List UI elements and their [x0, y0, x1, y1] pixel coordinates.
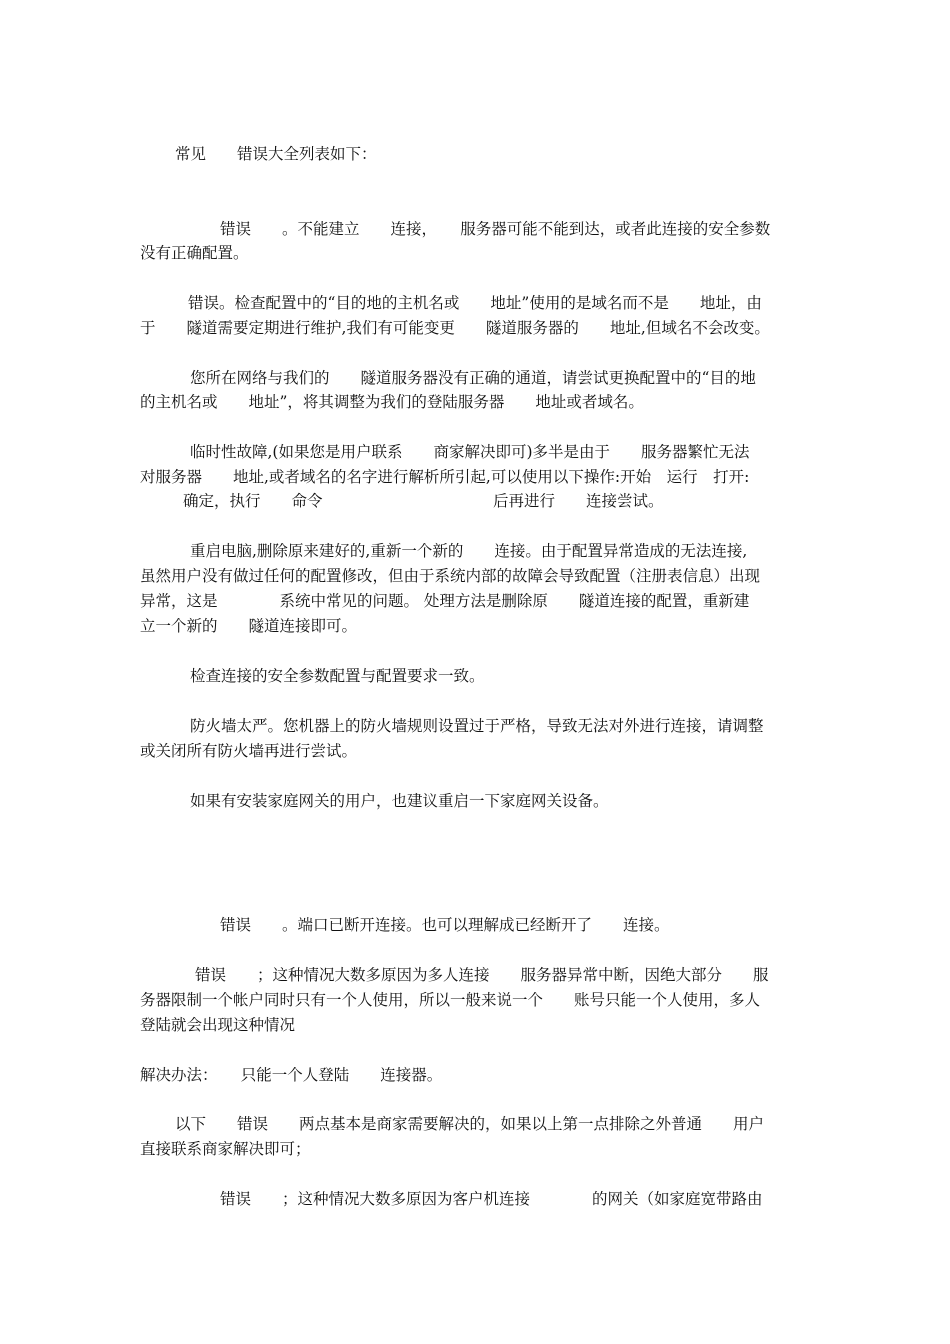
- doc-line: 于 隧道需要定期进行维护,我们有可能变更 隧道服务器的 地址,但域名不会改变。: [140, 319, 770, 337]
- doc-line: 错误 ；这种情况大数多原因为客户机连接 的网关（如家庭宽带路由: [220, 1190, 763, 1208]
- doc-line: 检查连接的安全参数配置与配置要求一致。: [190, 667, 485, 685]
- doc-line: 重启电脑,删除原来建好的,重新一个新的 连接。由于配置异常造成的无法连接,: [190, 542, 748, 560]
- doc-line: 异常，这是 系统中常见的问题。 处理方法是删除原 隧道连接的配置，重新建: [140, 592, 750, 610]
- doc-line: 错误 ；这种情况大数多原因为多人连接 服务器异常中断，因绝大部分 服: [195, 966, 769, 984]
- doc-line: 对服务器 地址,或者域名的名字进行解析所引起,可以使用以下操作:开始 运行 打开:: [140, 468, 750, 486]
- doc-line: 没有正确配置。: [140, 244, 249, 262]
- doc-line: 虽然用户没有做过任何的配置修改，但由于系统内部的故障会导致配置（注册表信息）出现: [140, 567, 761, 585]
- doc-line: 立一个新的 隧道连接即可。: [140, 617, 358, 635]
- doc-line: 直接联系商家解决即可；: [140, 1140, 311, 1158]
- doc-line: 错误。检查配置中的“目的地的主机名或 地址”使用的是域名而不是 地址，由: [188, 294, 762, 312]
- doc-line: 登陆就会出现这种情况: [140, 1016, 296, 1034]
- doc-line: 临时性故障,(如果您是用户联系 商家解决即可)多半是由于 服务器繁忙无法: [190, 443, 750, 461]
- doc-line: 务器限制一个帐户同时只有一个人使用，所以一般来说一个 账号只能一个人使用，多人: [140, 991, 761, 1009]
- doc-line: 错误 。不能建立 连接， 服务器可能不能到达，或者此连接的安全参数: [220, 220, 771, 238]
- doc-line: 如果有安装家庭网关的用户，也建议重启一下家庭网关设备。: [190, 792, 609, 810]
- doc-line: 错误 。端口已断开连接。也可以理解成已经断开了 连接。: [220, 916, 670, 934]
- doc-line: 的主机名或 地址”，将其调整为我们的登陆服务器 地址或者域名。: [140, 393, 644, 411]
- doc-line: 以下 错误 两点基本是商家需要解决的，如果以上第一点排除之外普通 用户: [175, 1115, 765, 1133]
- doc-line: 或关闭所有防火墙再进行尝试。: [140, 742, 358, 760]
- doc-line: 您所在网络与我们的 隧道服务器没有正确的通道，请尝试更换配置中的“目的地: [190, 369, 756, 387]
- doc-heading: 常见 错误大全列表如下：: [175, 145, 377, 163]
- doc-line: 确定，执行 命令 后再进行 连接尝试。: [183, 492, 664, 510]
- doc-line: 防火墙太严。您机器上的防火墙规则设置过于严格，导致无法对外进行连接，请调整: [190, 717, 764, 735]
- doc-line: 解决办法： 只能一个人登陆 连接器。: [140, 1066, 443, 1084]
